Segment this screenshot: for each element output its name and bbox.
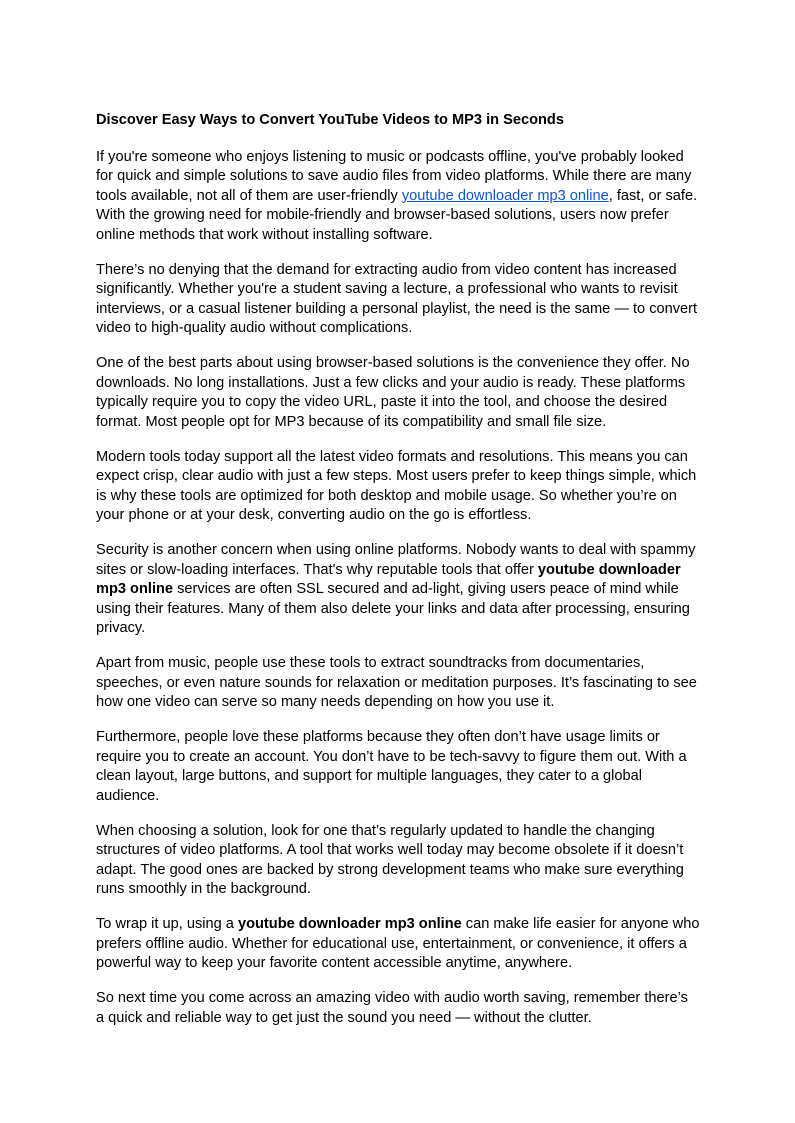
paragraph-10: So next time you come across an amazing video with audio worth saving, remember there’s a quick and reliable way to get just the sound you need — without the clutter.	[96, 990, 688, 1026]
document-page	[96, 111, 700, 1044]
paragraph-5	[96, 541, 700, 639]
paragraph-1-text-a: If you're someone who enjoys listening to music or podcasts offline, you've probably looked for quick and simple solutions to save audio files from video platforms. While there are many tools available, not all of them are user-friendly	[96, 148, 692, 204]
paragraph-5-text-a: Security is another concern when using online platforms. Nobody wants to deal with spammy sites or slow-loading interfaces. That's why reputable tools that offer	[96, 542, 696, 578]
paragraph-9	[96, 915, 700, 974]
paragraph-5-text-b: services are often SSL secured and ad-light, giving users peace of mind while using their features. Many of them also delete your links and data after processing, ensuring privacy.	[96, 581, 690, 636]
paragraph-9-bold-keyword: youtube downloader mp3 online	[237, 916, 462, 932]
paragraph-1	[96, 148, 700, 246]
paragraph-9-text-a: To wrap it up, using a	[96, 916, 238, 932]
youtube-downloader-link[interactable]: youtube downloader mp3 online	[401, 187, 609, 204]
paragraph-6: Apart from music, people use these tools to extract soundtracks from documentaries, speeches, or even nature sounds for relaxation or meditation purposes. It’s fascinating to see how one video can serve so many needs depending on how you use it.	[96, 655, 697, 710]
paragraph-9-text-b: can make life easier for anyone who prefers offline audio. Whether for educational use, entertainment, or convenience, it offers a powerful way to keep your favorite content accessible anytime, anywhere.	[96, 916, 700, 971]
paragraph-4: Modern tools today support all the latest video formats and resolutions. This means you can expect crisp, clear audio with just a few steps. Most users prefer to keep things simple, which is why these tools are optimized for both desktop and mobile usage. So whether you’re on your phone or at your desk, converting audio on the go is effortless.	[96, 448, 697, 523]
paragraph-1-text-b: , fast, or safe. With the growing need for mobile-friendly and browser-based solutions, users now prefer online methods that work without installing software.	[96, 187, 698, 243]
document-title: Discover Easy Ways to Convert YouTube Videos to MP3 in Seconds	[96, 112, 564, 128]
paragraph-2: There’s no denying that the demand for extracting audio from video content has increased significantly. Whether you're a student saving a lecture, a professional who wants to revisit interviews, or a casual listener building a personal playlist, the need is the same — to convert video to high-quality audio without complications.	[96, 261, 698, 336]
paragraph-3: One of the best parts about using browser-based solutions is the convenience they offer. No downloads. No long installations. Just a few clicks and your audio is ready. These platforms typically require you to copy the video URL, paste it into the tool, and choose the desired format. Most people opt for MP3 because of its compatibility and small file size.	[96, 355, 690, 430]
paragraph-8: When choosing a solution, look for one that’s regularly updated to handle the changing structures of video platforms. A tool that works well today may become obsolete if it doesn’t adapt. The good ones are backed by strong development teams who make sure everything runs smoothly in the background.	[96, 822, 684, 897]
paragraph-7: Furthermore, people love these platforms because they often don’t have usage limits or require you to create an account. You don’t have to be tech-savvy to figure them out. With a clean layout, large buttons, and support for multiple languages, they cater to a global audience.	[96, 729, 687, 804]
paragraph-5-bold-keyword: youtube downloader mp3 online	[96, 561, 681, 597]
